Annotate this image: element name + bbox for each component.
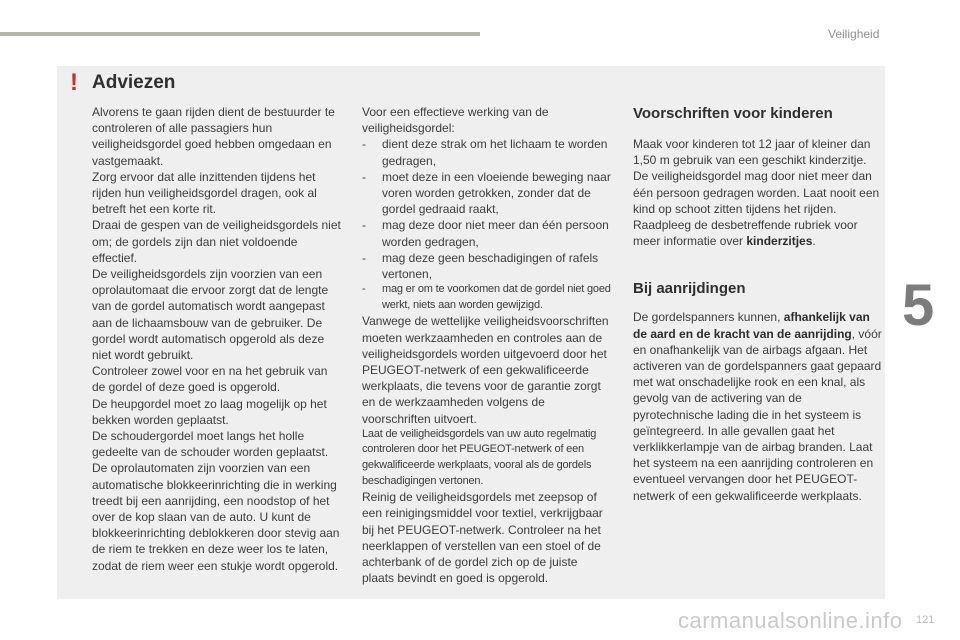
paragraph: De heupgordel moet zo laag mogelijk op het bekken worden geplaatst.	[92, 396, 327, 427]
list-item-text: mag deze geen beschadigingen of rafels vertonen,	[382, 250, 599, 282]
paragraph: Reinig de veiligheidsgordels met zeepsop of een reinigingsmiddel voor textiel, verkrijgbaar bij het PEUGEOT-netwerk. Controleer na het neerklappen of verstellen van een stoel of de achterbank of de gordel zich op de juiste plaats bevindt en goed is opgerold.	[362, 490, 603, 586]
warning-icon: !	[70, 69, 78, 96]
dash-marker: -	[362, 250, 366, 265]
crash-paragraph: De gordelspanners kunnen, afhankelijk van de aard en de kracht van de aanrijding, vóór en onafhankelijk van de airbags afgaan. Het activeren van de gordelspanners gaat gepaard met wat onschadelijke rook en een knal, als gevolg van de activering van de pyrotechnische lading die in het systeem is geïntegreerd. In alle gevallen gaat het verklikkerlampje van de airbag branden. Laat het systeem na een aanrijding controleren en eventueel vervangen door het PEUGEOT-netwerk of een gekwalificeerde werkplaats.	[633, 310, 882, 503]
panel-heading: Adviezen	[92, 72, 176, 93]
kids-reference: kinderzitjes	[746, 234, 813, 249]
chapter-number: 5	[902, 273, 935, 338]
crash-heading: Bij aanrijdingen	[633, 280, 746, 298]
dash-marker: -	[362, 137, 366, 152]
header-rule	[0, 32, 480, 36]
paragraph: Controleer zowel voor en na het gebruik van de gordel of deze goed is opgerold.	[92, 364, 328, 395]
dash-marker: -	[362, 218, 366, 233]
paragraph: Draai de gespen van de veiligheidsgordels niet om; de gordels zijn dan niet voldoende effectief.	[92, 218, 341, 265]
list-item	[362, 136, 612, 168]
list-item	[362, 250, 612, 282]
paragraph: Zorg ervoor dat alle inzittenden tijdens het rijden hun veiligheidsgordel dragen, ook al betreft het een korte rit.	[92, 169, 317, 217]
list-item	[362, 169, 612, 218]
list-item-text: mag er om te voorkomen dat de gordel niet goed werkt, niets aan worden gewijzigd.	[382, 283, 611, 311]
paragraph: De schoudergordel moet langs het holle gedeelte van de schouder worden geplaatst.	[92, 429, 329, 460]
list-item-text: dient deze strak om het lichaam te worden gedragen,	[382, 137, 608, 168]
list-item	[362, 217, 612, 249]
advice-column-1	[92, 104, 342, 574]
dash-marker: -	[362, 283, 366, 296]
kids-paragraph: Maak voor kinderen tot 12 jaar of kleiner dan 1,50 m gebruik van een geschikt kinderzitje. De veiligheidsgordel mag door niet meer dan één persoon gedragen worden. Laat nooit een kind op schoot zitten tijdens het rijden. Raadpleeg de desbetreffende rubriek voor meer informatie over kinderzitjes.	[633, 137, 880, 249]
list-item-text: moet deze in een vloeiende beweging naar voren worden getrokken, zonder dat de gordel gedraaid raakt,	[382, 169, 611, 217]
paragraph: Voor een effectieve werking van de veiligheidsgordel:	[362, 105, 549, 136]
crash-emphasis: afhankelijk van de aard en de kracht van de aanrijding	[633, 310, 870, 341]
paragraph: Vanwege de wettelijke veiligheidsvoorschriften moeten werkzaamheden en controles aan de veiligheidsgordels worden uitgevoerd door het PEUGEOT-netwerk of een gekwalificeerde werkplaats, die tevens voor de garantie zorgt en de werkzaamheden volgens de voorschriften uitvoert.	[362, 314, 609, 426]
kids-heading: Voorschriften voor kinderen	[633, 105, 833, 122]
page-number: 121	[916, 614, 935, 626]
paragraph: Laat de veiligheidsgordels van uw auto regelmatig controleren door het PEUGEOT-netwerk of een gekwalificeerde werkplaats, vooral als de gordels beschadigingen vertonen.	[362, 427, 597, 487]
section-title: Veiligheid	[828, 27, 880, 41]
dash-marker: -	[362, 169, 366, 184]
paragraph: De veiligheidsgordels zijn voorzien van een oprolautomaat die ervoor zorgt dat de lengte van de gordel automatisch wordt aangepast aan de lichaamsbouw van de gebruiker. De gordel wordt automatisch opgerold als deze niet wordt gebruikt.	[92, 267, 329, 363]
advice-column-3	[633, 104, 883, 504]
paragraph: Alvorens te gaan rijden dient de bestuurder te controleren of alle passagiers hun veiligheidsgordel goed hebben omgedaan en vastgemaakt.	[92, 105, 335, 168]
list-item-text: mag deze door niet meer dan één persoon worden gedragen,	[382, 218, 609, 249]
watermark: carmanualsonline.info	[678, 608, 903, 633]
list-item	[362, 282, 612, 313]
paragraph: De oprolautomaten zijn voorzien van een automatische blokkeerinrichting die in werking treedt bij een aanrijding, een noodstop of het over de kop slaan van de auto. U kunt de blokkeerinrichting deblokkeren door stevig aan de riem te trekken en deze weer los te laten, zodat de riem weer een stukje wordt opgerold.	[92, 461, 340, 573]
advice-column-2	[362, 104, 612, 586]
